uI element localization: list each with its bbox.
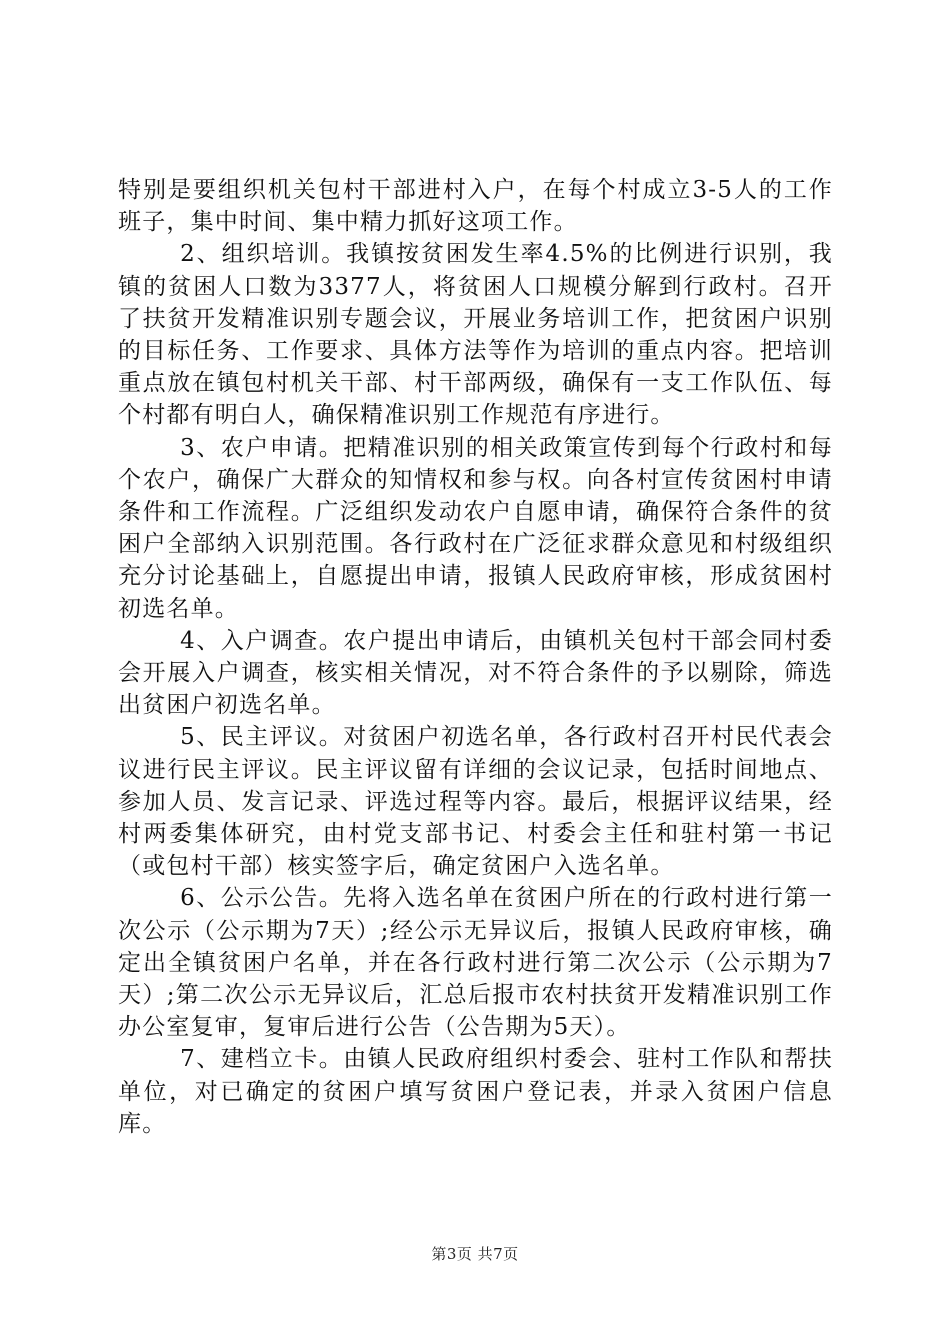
paragraph-file-registration: 7、建档立卡。由镇人民政府组织村委会、驻村工作队和帮扶单位，对已确定的贫困户填写贫困户登记表，并录入贫困户信息库。 xyxy=(118,1046,833,1137)
paragraph-continuation: 特别是要组织机关包村干部进村入户，在每个村成立3-5人的工作班子，集中时间、集中精力抓好这项工作。 xyxy=(118,177,833,236)
paragraph-household-survey: 4、入户调查。农户提出申请后，由镇机关包村干部会同村委会开展入户调查，核实相关情况，对不符合条件的予以剔除，筛选出贫困户初选名单。 xyxy=(118,627,833,719)
paragraph-public-notice: 6、公示公告。先将入选名单在贫困户所在的行政村进行第一次公示（公示期为7天）;经公示无异议后，报镇人民政府审核，确定出全镇贫困户名单，并在各行政村进行第二次公示（公示期为7天）;第二次公示无异议后，汇总后报市农村扶贫开发精准识别工作办公室复审，复审后进行公告（公告期为5天）。 xyxy=(118,885,833,1041)
page-number-label: 第3页 共7页 xyxy=(431,1245,519,1263)
paragraph-organize-training: 2、组织培训。我镇按贫困发生率4.5%的比例进行识别，我镇的贫困人口数为3377人，将贫困人口规模分解到行政村。召开了扶贫开发精准识别专题会议，开展业务培训工作，把贫困户识别的目标任务、工作要求、具体方法等作为培训的重点内容。把培训重点放在镇包村机关干部、村干部两级，确保有一支工作队伍、每个村都有明白人，确保精准识别工作规范有序进行。 xyxy=(118,241,833,429)
paragraph-household-application: 3、农户申请。把精准识别的相关政策宣传到每个行政村和每个农户，确保广大群众的知情权和参与权。向各村宣传贫困村申请条件和工作流程。广泛组织发动农户自愿申请，确保符合条件的贫困户全部纳入识别范围。各行政村在广泛征求群众意见和村级组织充分讨论基础上，自愿提出申请，报镇人民政府审核，形成贫困村初选名单。 xyxy=(118,434,833,622)
page-footer xyxy=(0,1244,950,1264)
paragraph-democratic-review: 5、民主评议。对贫困户初选名单，各行政村召开村民代表会议进行民主评议。民主评议留有详细的会议记录，包括时间地点、参加人员、发言记录、评选过程等内容。最后，根据评议结果，经村两委集体研究，由村党支部书记、村委会主任和驻村第一书记（或包村干部）核实签字后，确定贫困户入选名单。 xyxy=(118,724,833,880)
document-body xyxy=(118,174,833,1140)
